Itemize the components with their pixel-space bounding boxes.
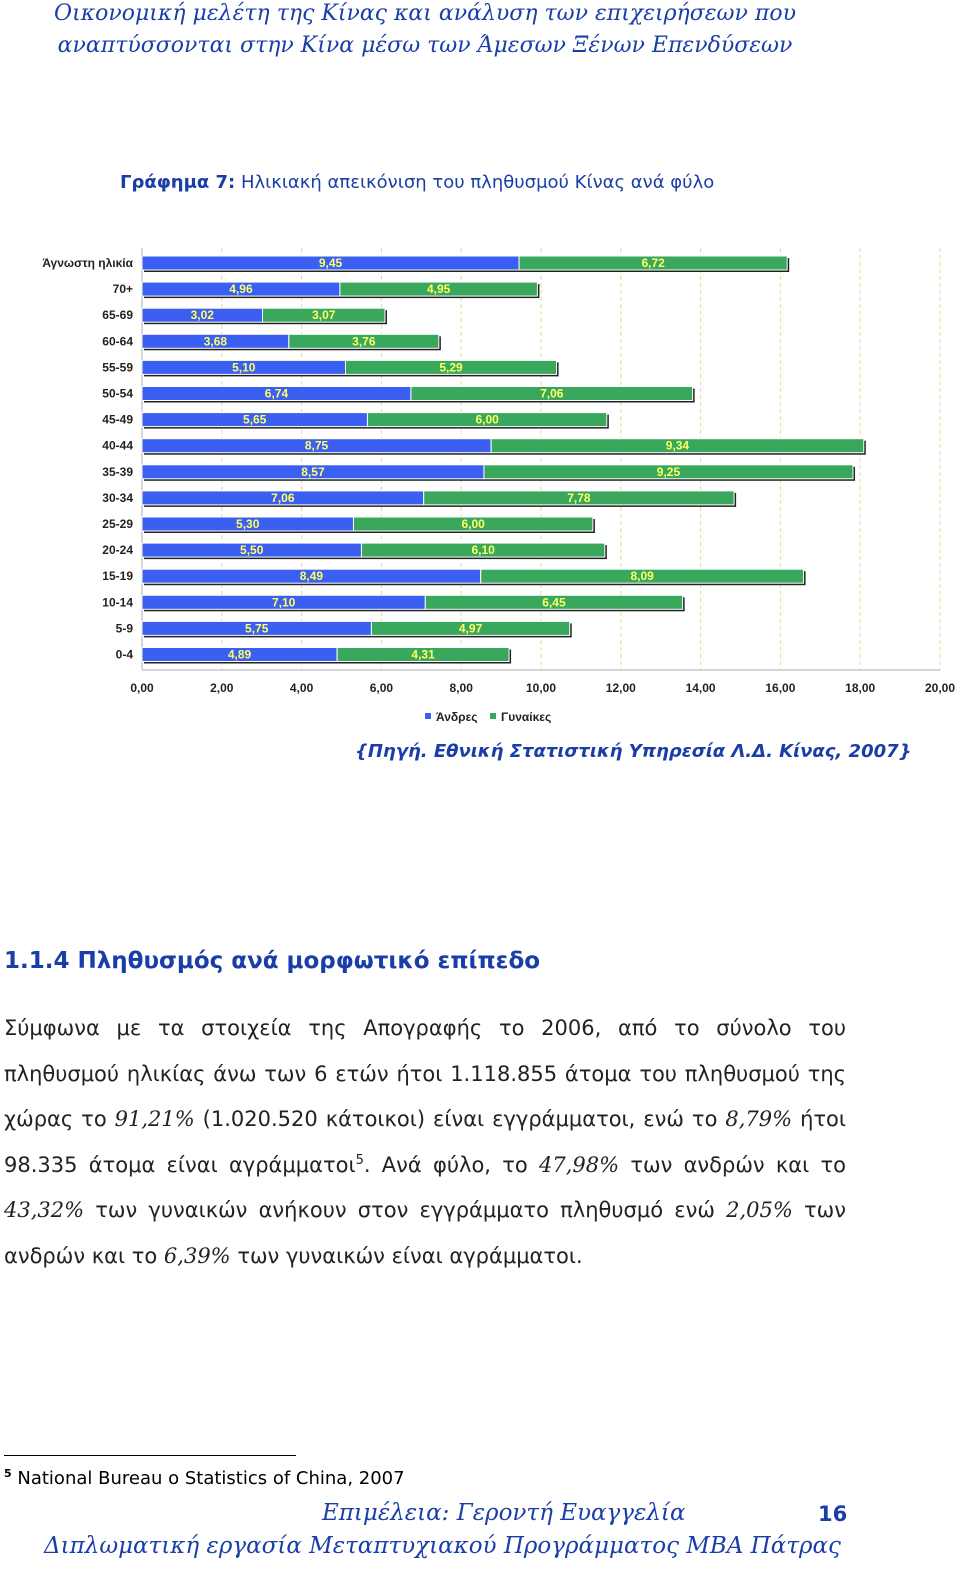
footer-thesis: Διπλωματική εργασία Μεταπτυχιακού Προγράμματος ΜΒΑ Πάτρας (44, 1533, 841, 1559)
population-pyramid-chart (0, 240, 960, 740)
data-label-women: 6,45 (542, 595, 566, 610)
x-tick-label: 18,00 (845, 681, 876, 695)
data-label-men: 5,65 (243, 412, 267, 427)
data-label-men: 3,68 (203, 334, 228, 349)
category-label: 0-4 (115, 647, 133, 662)
category-label: 40-44 (102, 438, 133, 453)
para-text-2: (1.020.520 κάτοικοι) είναι εγγράμματοι, ενώ το (194, 1107, 726, 1131)
data-label-men: 6,74 (264, 386, 289, 401)
data-label-women: 6,00 (475, 412, 499, 427)
data-label-women: 3,07 (312, 308, 336, 323)
para-value-men-literate: 47,98% (539, 1152, 620, 1177)
data-label-men: 3,02 (190, 308, 214, 323)
figure-caption (120, 172, 714, 193)
category-label: 20-24 (102, 543, 133, 558)
chart-source: {Πηγή. Εθνική Στατιστική Υπηρεσία Λ.Δ. Κίνας, 2007} (355, 741, 912, 762)
data-label-women: 7,06 (540, 386, 564, 401)
category-label: 5-9 (115, 621, 133, 636)
footnote-divider (4, 1455, 296, 1456)
body-paragraph (4, 1006, 846, 1279)
data-label-women: 5,29 (439, 360, 463, 375)
data-label-men: 7,06 (271, 490, 295, 505)
data-label-women: 4,95 (426, 282, 451, 297)
data-label-women: 6,00 (461, 517, 485, 531)
category-label: 10-14 (102, 595, 133, 610)
legend-label-men: Άνδρες (436, 710, 478, 724)
data-label-men: 5,10 (232, 360, 256, 375)
para-text-8: των γυναικών είναι αγράμματοι. (230, 1243, 583, 1268)
x-tick-label: 8,00 (449, 681, 473, 695)
data-label-women: 4,97 (458, 621, 483, 636)
data-label-women: 6,10 (471, 543, 495, 558)
category-label: 35-39 (102, 464, 133, 479)
data-label-men: 4,89 (227, 647, 252, 662)
para-text-5: των ανδρών και το (619, 1152, 846, 1177)
data-label-women: 3,76 (352, 334, 376, 349)
category-label: 30-34 (102, 490, 133, 505)
category-label: 50-54 (102, 386, 133, 401)
para-value-women-literate: 43,32% (4, 1198, 85, 1222)
data-label-men: 5,30 (236, 517, 260, 531)
footnote-mark: 5 (4, 1467, 12, 1480)
category-label: 55-59 (102, 360, 133, 375)
data-label-women: 7,78 (567, 490, 591, 505)
footnote-text: National Bureau o Statistics of China, 2007 (11, 1468, 405, 1489)
para-value-literate: 91,21% (114, 1107, 195, 1131)
header-line-1: Οικονομική μελέτη της Κίνας και ανάλυση των επιχειρήσεων που (54, 1, 796, 26)
data-label-women: 4,31 (411, 647, 435, 662)
data-label-men: 4,96 (229, 282, 253, 297)
legend-swatch-women (490, 713, 496, 719)
category-label: 15-19 (102, 569, 133, 584)
category-label: Άγνωστη ηλικία (42, 256, 133, 270)
section-title: 1.1.4 Πληθυσμός ανά μορφωτικό επίπεδο (4, 948, 541, 974)
x-tick-label: 12,00 (605, 681, 636, 695)
footnote (4, 1467, 405, 1489)
data-label-men: 8,57 (301, 464, 325, 479)
x-tick-label: 4,00 (289, 681, 314, 695)
category-label: 70+ (112, 282, 133, 297)
category-label: 60-64 (102, 334, 133, 349)
caption-text: Ηλικιακή απεικόνιση του πληθυσμού Κίνας ανά φύλο (240, 172, 715, 193)
legend-label-women: Γυναίκες (501, 710, 552, 724)
x-tick-label: 2,00 (210, 681, 234, 695)
page-number: 16 (818, 1502, 848, 1526)
legend-swatch-men (425, 713, 431, 719)
category-label: 25-29 (102, 517, 133, 531)
header-line-2: αναπτύσσονται στην Κίνα μέσω των Άμεσων Ξένων Επενδύσεων (57, 33, 793, 58)
x-tick-label: 14,00 (685, 681, 716, 695)
para-text-6: των γυναικών ανήκουν στον εγγράμματο πληθυσμό ενώ (84, 1198, 727, 1222)
footer-author: Επιμέλεια: Γεροντή Ευαγγελία (322, 1500, 686, 1526)
data-label-women: 8,09 (630, 569, 654, 584)
para-text-7: των ανδρών και το (4, 1198, 846, 1268)
footnote-reference: 5 (355, 1152, 364, 1168)
para-text-3: ήτοι 98.335 άτομα είναι αγράμματοι (4, 1107, 846, 1177)
x-tick-label: 0,00 (130, 681, 154, 695)
data-label-men: 8,75 (304, 438, 329, 453)
x-tick-label: 10,00 (525, 681, 557, 695)
x-tick-label: 20,00 (924, 681, 956, 695)
data-label-men: 9,45 (318, 256, 343, 270)
x-tick-label: 6,00 (369, 681, 394, 695)
category-label: 45-49 (102, 412, 133, 427)
caption-prefix: Γράφημα 7: (120, 172, 236, 193)
data-label-women: 9,25 (656, 464, 681, 479)
para-text-4: . Ανά φύλο, το (363, 1152, 539, 1177)
data-label-men: 8,49 (299, 569, 324, 584)
data-label-men: 5,75 (245, 621, 269, 636)
data-label-men: 5,50 (240, 543, 264, 558)
data-label-men: 7,10 (271, 595, 296, 610)
category-label: 65-69 (102, 308, 133, 323)
x-tick-label: 16,00 (765, 681, 796, 695)
para-value-men-illiterate: 2,05% (726, 1198, 793, 1222)
data-label-women: 9,34 (665, 438, 690, 453)
para-text-1: Σύμφωνα με τα στοιχεία της Απογραφής το 2006, από το σύνολο του πληθυσμού ηλικίας άνω των 6 ετών ήτοι 1.118.855 άτομα του πληθυσμού της χώρας το (4, 1016, 846, 1131)
para-value-illiterate: 8,79% (725, 1107, 793, 1131)
para-value-women-illiterate: 6,39% (163, 1243, 231, 1268)
data-label-women: 6,72 (641, 256, 665, 270)
